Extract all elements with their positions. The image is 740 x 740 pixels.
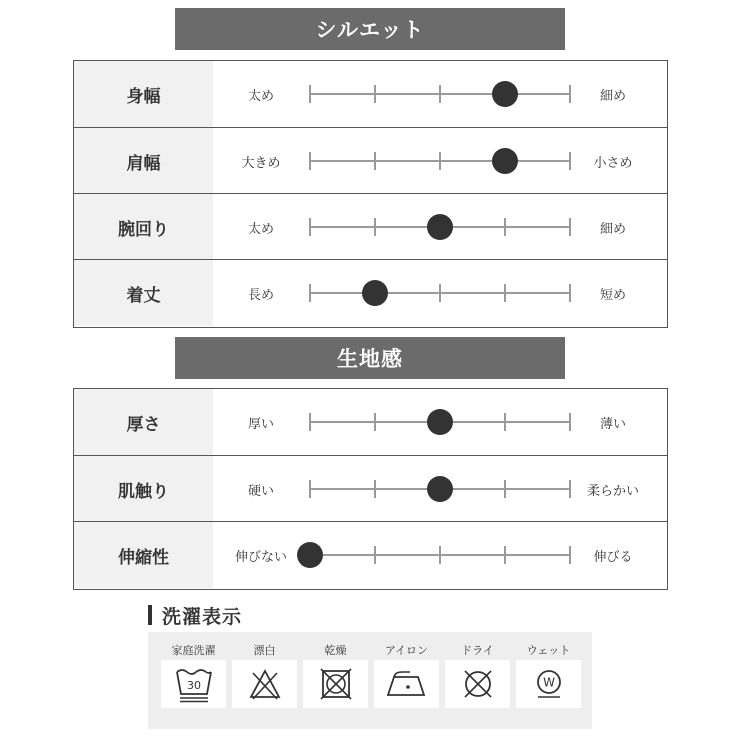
texture-section-title: 生地感 — [175, 337, 565, 379]
scale-left-label: 長め — [247, 287, 274, 303]
row-label: 厚さ — [74, 389, 213, 455]
scale-tick — [439, 546, 441, 564]
scale-tick — [374, 546, 376, 564]
care-item-name: 乾燥 — [324, 644, 347, 657]
scale-right-label: 伸びる — [593, 549, 633, 565]
scale-left-label: 硬い — [247, 483, 274, 499]
scale-tick — [504, 546, 506, 564]
row-label: 伸縮性 — [74, 522, 213, 588]
texture-table — [73, 388, 668, 590]
scale-right-label: 柔らかい — [586, 483, 639, 499]
silhouette-table — [73, 60, 668, 328]
care-title: 洗濯表示 — [162, 605, 243, 628]
iron-low-icon — [374, 660, 439, 708]
care-item-dry-clean — [445, 640, 510, 708]
scale-tick — [504, 413, 506, 431]
care-label-heading — [148, 603, 242, 627]
row-label: 腕回り — [74, 194, 213, 260]
scale-tick — [374, 413, 376, 431]
scale-knob — [492, 81, 518, 107]
scale-tick — [504, 218, 506, 236]
scale-left-label: 大きめ — [241, 155, 281, 171]
scale-tick — [374, 480, 376, 498]
no-bleach-icon — [232, 660, 297, 708]
rating-scale — [310, 128, 570, 194]
silhouette-section-title: シルエット — [175, 8, 565, 50]
silhouette-row-shoulder-width — [74, 127, 667, 194]
row-label: 身幅 — [74, 61, 213, 127]
scale-knob — [297, 542, 323, 568]
scale-tick — [309, 480, 311, 498]
care-item-name: 漂白 — [253, 644, 276, 657]
scale-knob — [362, 280, 388, 306]
scale-tick — [504, 480, 506, 498]
wet-clean-icon — [516, 660, 581, 708]
care-symbols-panel — [148, 632, 592, 729]
scale-tick — [439, 85, 441, 103]
scale-right-label: 小さめ — [593, 155, 633, 171]
scale-knob — [427, 214, 453, 240]
wash-temperature: 30 — [186, 679, 201, 692]
row-label: 着丈 — [74, 260, 213, 326]
care-item-name: ウェット — [526, 644, 571, 657]
rating-scale — [310, 522, 570, 588]
care-item-name: ドライ — [461, 644, 494, 657]
scale-tick — [309, 218, 311, 236]
heading-bar — [148, 605, 152, 625]
scale-right-label: 薄い — [599, 416, 626, 432]
row-label: 肩幅 — [74, 128, 213, 194]
silhouette-row-body-width — [74, 61, 667, 127]
silhouette-row-length — [74, 259, 667, 326]
scale-knob — [492, 148, 518, 174]
care-item-name: アイロン — [384, 644, 428, 657]
scale-right-label: 短め — [599, 287, 626, 303]
scale-tick — [309, 152, 311, 170]
scale-tick — [374, 218, 376, 236]
scale-left-label: 太め — [247, 88, 274, 104]
scale-right-label: 細め — [599, 221, 626, 237]
care-item-tumble-dry — [303, 640, 368, 708]
scale-knob — [427, 476, 453, 502]
scale-right-label: 細め — [599, 88, 626, 104]
scale-knob — [427, 409, 453, 435]
care-item-wet-clean — [516, 640, 581, 708]
wash-tub-30-icon — [161, 660, 226, 708]
texture-row-stretch — [74, 521, 667, 588]
rating-scale — [310, 61, 570, 127]
care-item-iron — [374, 640, 439, 708]
scale-left-label: 伸びない — [234, 549, 287, 565]
scale-tick — [439, 284, 441, 302]
scale-tick — [309, 284, 311, 302]
scale-tick — [374, 85, 376, 103]
no-dry-clean-icon — [445, 660, 510, 708]
rating-scale — [310, 260, 570, 326]
silhouette-row-arm-width — [74, 193, 667, 260]
rating-scale — [310, 456, 570, 522]
scale-left-label: 厚い — [247, 416, 274, 432]
scale-tick — [504, 284, 506, 302]
texture-row-thickness — [74, 389, 667, 455]
scale-tick — [309, 413, 311, 431]
scale-tick — [309, 85, 311, 103]
row-label: 肌触り — [74, 456, 213, 522]
scale-tick — [374, 152, 376, 170]
scale-tick — [439, 152, 441, 170]
rating-scale — [310, 194, 570, 260]
texture-row-feel — [74, 455, 667, 522]
care-item-home-wash — [161, 640, 226, 708]
rating-scale — [310, 389, 570, 455]
wet-clean-letter: W — [542, 675, 555, 690]
care-item-bleach — [232, 640, 297, 708]
scale-left-label: 太め — [247, 221, 274, 237]
no-tumble-dry-icon — [303, 660, 368, 708]
care-item-name: 家庭洗濯 — [171, 644, 216, 657]
